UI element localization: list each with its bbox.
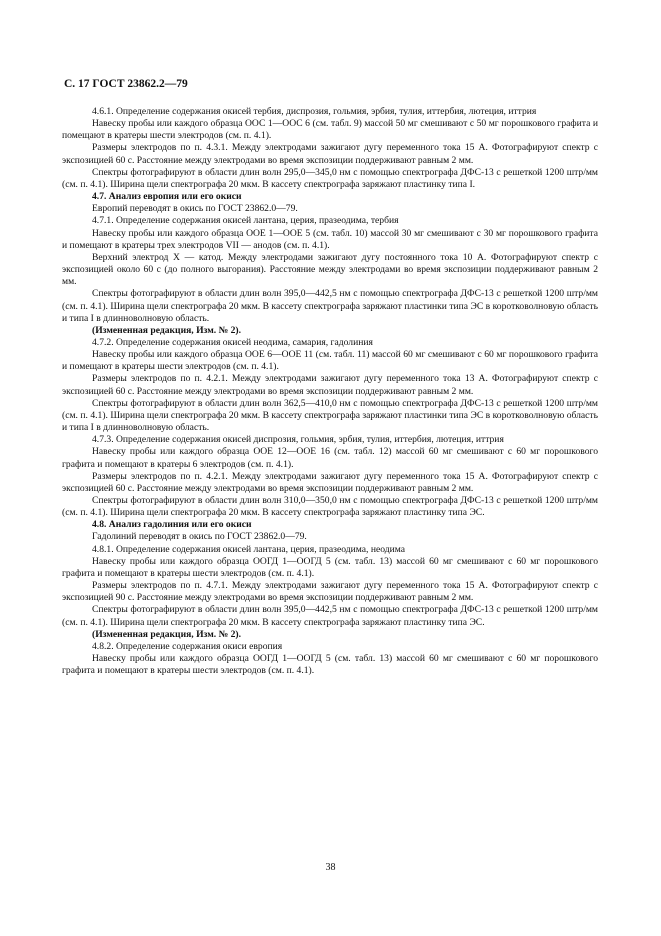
paragraph: Спектры фотографируют в области длин волн 395,0—442,5 нм с помощью спектрографа ДФС-13 с решеткой 1200 штр/мм (см. п. 4.1). Ширина щели спектрографа 20 мкм. В кассету спектрографа заряжают пластинки типа ЭС в коротковолновую область и типа I в длинноволновую область.: [62, 288, 598, 324]
paragraph: Спектры фотографируют в области длин волн 310,0—350,0 нм с помощью спектрографа ДФС-13 с решеткой 1200 штр/мм (см. п. 4.1). Ширина щели спектрографа 20 мкм. В кассету спектрографа заряжают пластинку типа ЭС.: [62, 495, 598, 519]
paragraph: 4.8.2. Определение содержания окиси европия: [92, 640, 283, 652]
paragraph: Спектры фотографируют в области длин волн 362,5—410,0 нм с помощью спектрографа ДФС-13 с решеткой 1200 штр/мм (см. п. 4.1). Ширина щели спектрографа 20 мкм. В кассету спектрографа заряжают пластинки типа ЭС в коротковолновую область и типа I в длинноволновую область.: [62, 397, 598, 434]
paragraph: Европий переводят в окись по ГОСТ 23862.0—79.: [92, 203, 298, 215]
page-number: 38: [325, 862, 336, 873]
paragraph: 4.7.2. Определение содержания окисей неодима, самария, гадолиния: [92, 336, 373, 348]
paragraph: Навеску пробы или каждого образца ООГД 1—ООГД 5 (см. табл. 13) массой 60 мг смешивают с 60 мг порошкового графита и помещают в кратеры шести электродов (см. п. 4.1).: [62, 555, 598, 579]
paragraph: Навеску пробы или каждого образца ООЕ 12—ООЕ 16 (см. табл. 12) массой 60 мг смешивают с 60 мг порошкового графита и помещают в кратеры 6 электродов (см. п. 4.1).: [62, 446, 598, 470]
paragraph: Верхний электрод X — катод. Между электродами зажигают дугу постоянного тока 10 А. Фотографируют спектр с экспозицией около 60 с (до полного выгорания). Расстояние между электродами во время экспозиции поддерживают равным 2 мм.: [62, 251, 598, 288]
paragraph: Размеры электродов по п. 4.7.1. Между электродами зажигают дугу переменного тока 15 А. Фотографируют спектр с экспозицией 90 с. Расстояние между электродами во время экспозиции поддерживают равным 2 мм.: [62, 580, 598, 604]
paragraph: Размеры электродов по п. 4.2.1. Между электродами зажигают дугу переменного тока 15 А. Фотографируют спектр с экспозицией 60 с. Расстояние между электродами во время экспозиции поддерживают равным 2 мм.: [62, 470, 598, 494]
paragraph: Навеску пробы или каждого образца ООЕ 6—ООЕ 11 (см. табл. 11) массой 60 мг смешивают с 60 мг порошкового графита и помещают в кратеры шести электродов (см. п. 4.1).: [62, 349, 598, 373]
paragraph: Гадолиний переводят в окись по ГОСТ 23862.0—79.: [92, 531, 307, 543]
paragraph: Спектры фотографируют в области длин волн 395,0—442,5 нм с помощью спектрографа ДФС-13 с решеткой 1200 штр/мм (см. п. 4.1). Ширина щели спектрографа 20 мкм. В кассету спектрографа заряжают пластинку типа ЭС.: [62, 604, 598, 628]
running-header: С. 17 ГОСТ 23862.2—79: [64, 78, 188, 90]
document-body: [62, 106, 598, 677]
paragraph: 4.6.1. Определение содержания окисей тербия, диспрозия, гольмия, эрбия, тулия, иттербия, лютеция, иттрия: [92, 106, 537, 117]
paragraph: 4.7.1. Определение содержания окисей лантана, церия, празеодима, тербия: [92, 215, 399, 227]
section-heading: (Измененная редакция, Изм. № 2).: [92, 324, 242, 336]
paragraph: 4.8.1. Определение содержания окисей лантана, церия, празеодима, неодима: [92, 543, 406, 555]
paragraph: Размеры электродов по п. 4.3.1. Между электродами зажигают дугу переменного тока 15 А. Фотографируют спектр с экспозицией 60 с. Расстояние между электродами во время экспозиции поддерживают равным 2 мм.: [62, 142, 598, 166]
section-heading: (Измененная редакция, Изм. № 2).: [92, 628, 242, 640]
paragraph: Навеску пробы или каждого образца ООС 1—ООС 6 (см. табл. 9) массой 50 мг смешивают с 50 мг порошкового графита и помещают в кратеры шести электродов (см. п. 4.1).: [62, 118, 598, 142]
paragraph: Навеску пробы или каждого образца ООГД 1—ООГД 5 (см. табл. 13) массой 60 мг смешивают с 60 мг порошкового графита и помещают в кратеры шести электродов (см. п. 4.1).: [62, 653, 598, 677]
section-heading: 4.7. Анализ европия или его окиси: [92, 191, 242, 203]
paragraph: 4.7.3. Определение содержания окисей диспрозия, гольмия, эрбия, тулия, иттербия, лютеция, иттрия: [92, 434, 504, 446]
paragraph: Навеску пробы или каждого образца ООЕ 1—ООЕ 5 (см. табл. 10) массой 30 мг смешивают с 30 мг порошкового графита и помещают в кратеры трех электродов VII — анодов (см. п. 4.1).: [62, 227, 598, 251]
paragraph: Спектры фотографируют в области длин волн 295,0—345,0 нм с помощью спектрографа ДФС-13 с решеткой 1200 штр/мм (см. п. 4.1). Ширина щели спектрографа 20 мкм. В кассету спектрографа заряжают пластинку типа I.: [62, 166, 598, 190]
section-heading: 4.8. Анализ гадолиния или его окиси: [92, 519, 252, 531]
paragraph: Размеры электродов по п. 4.2.1. Между электродами зажигают дугу переменного тока 13 А. Фотографируют спектр с экспозицией 60 с. Расстояние между электродами во время экспозиции поддерживают равным 2 мм.: [62, 373, 598, 397]
